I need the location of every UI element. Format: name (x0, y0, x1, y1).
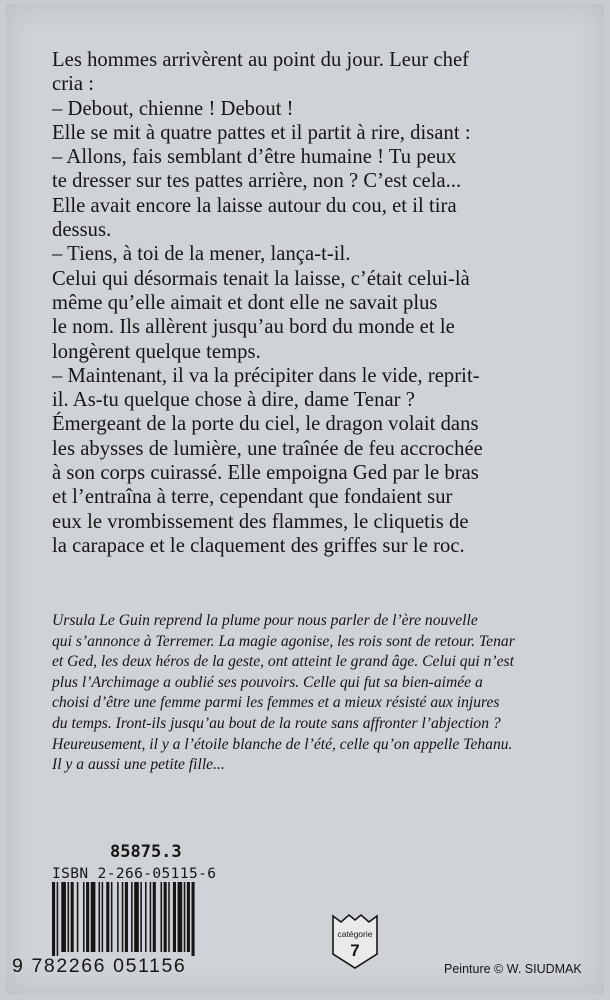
barcode-bar (161, 882, 163, 952)
excerpt-line: – Allons, fais semblant d’être humaine ! Tu peux (52, 146, 457, 169)
category-badge-icon (331, 912, 379, 970)
barcode-bar (77, 882, 79, 952)
catalog-codes (52, 842, 238, 886)
excerpt-line: et l’entraîna à terre, cependant que fondaient sur (52, 486, 453, 509)
barcode-bar (192, 882, 195, 956)
barcode-bar (134, 882, 139, 952)
excerpt-line: Elle avait encore la laisse autour du cou, et il tira (52, 194, 457, 217)
excerpt-line: Les hommes arrivèrent au point du jour. Leur chef (52, 49, 470, 71)
excerpt-line: te dresser sur tes pattes arrière, non ? C’est cela... (52, 170, 462, 193)
barcode-bar (61, 882, 66, 952)
blurb-line: Heureusement, il y a l’étoile blanche de l’été, celle qu’on appelle Tehanu. (52, 735, 513, 753)
excerpt-line: Émergeant de la porte du ciel, le dragon volait dans (52, 413, 479, 436)
barcode-bar (173, 882, 176, 952)
blurb-line: Ursula Le Guin reprend la plume pour nous parler de l’ère nouvelle (52, 612, 478, 629)
barcode-bar (145, 882, 147, 952)
excerpt-line: longèrent quelque temps. (52, 340, 261, 363)
blurb-line: et Ged, les deux héros de la geste, ont atteint le grand âge. Celui qui n’est (52, 653, 514, 671)
barcode-bar (122, 882, 124, 952)
blurb-line: Il y a aussi une petite fille... (52, 756, 225, 774)
blurb-text (52, 611, 600, 776)
barcode-bar (117, 882, 119, 952)
excerpt-line: – Tiens, à toi de la mener, lança-t-il. (52, 243, 351, 266)
excerpt-line: les abysses de lumière, une traînée de feu accrochée (52, 437, 483, 460)
excerpt-line: il. As-tu quelque chose à dire, dame Tenar ? (52, 389, 415, 412)
excerpt-line: la carapace et le claquement des griffes sur le roc. (52, 534, 465, 557)
barcode-bar (153, 882, 156, 952)
excerpt-text (52, 48, 600, 558)
excerpt-line: le nom. Ils allèrent jusqu’au bord du monde et le (52, 316, 455, 339)
blurb-line: plus l’Archimage a oublié ses pouvoirs. Celle qui fut sa bien-aimée a (52, 673, 483, 691)
book-back-cover (6, 4, 604, 994)
barcode-bar (150, 882, 152, 952)
barcode-bar (125, 882, 128, 952)
catalog-number: 85875.3 (110, 842, 182, 862)
barcode-bar (111, 882, 113, 952)
barcode-bar (68, 882, 70, 952)
barcode-bar (168, 882, 170, 952)
barcode-bar (99, 882, 101, 952)
barcode-bar (184, 882, 186, 952)
excerpt-line: Celui qui désormais tenait la laisse, c’était celui-là (52, 267, 470, 290)
blurb-line: qui s’annonce à Terremer. La magie agonise, les rois sont de retour. Tenar (52, 632, 515, 650)
barcode-bar (71, 882, 74, 952)
excerpt-line: Elle se mit à quatre pattes et il partit à rire, disant : (52, 121, 471, 144)
excerpt-line: dessus. (52, 219, 112, 242)
category-number: 7 (350, 941, 360, 960)
barcode-bar (187, 882, 190, 952)
barcode-bar (83, 882, 85, 952)
isbn-number: ISBN 2-266-05115-6 (52, 866, 217, 882)
barcode-bar (86, 882, 89, 952)
blurb-line: choisi d’être une femme parmi les femmes et a mieux résisté aux injures (52, 694, 500, 712)
ean-number: 9 782266 051156 (12, 955, 187, 977)
excerpt-line: cria : (52, 73, 95, 96)
excerpt-line: même qu’elle aimait et dont elle ne savait plus (52, 291, 438, 314)
cover-credit: Peinture © W. SIUDMAK (444, 962, 582, 976)
excerpt-line: – Debout, chienne ! Debout ! (52, 97, 294, 120)
barcode-bar (164, 882, 167, 952)
excerpt-line: eux le vrombissement des flammes, le cliquetis de (52, 510, 469, 533)
barcode-bar (102, 882, 104, 952)
barcode-bar (57, 882, 59, 956)
barcode-bar (91, 882, 96, 952)
excerpt-line: à son corps cuirassé. Elle empoigna Ged par le bras (52, 462, 479, 485)
excerpt-line: – Maintenant, il va la précipiter dans le vide, reprit- (52, 364, 480, 387)
barcode-bar (140, 882, 142, 952)
barcode-bar (178, 882, 183, 952)
category-label: catégorie (337, 929, 373, 939)
barcode-bar (106, 882, 109, 952)
blurb-line: du temps. Iront-ils jusqu’au bout de la route sans affronter l’abjection ? (52, 714, 501, 732)
barcode-bar (131, 882, 133, 952)
barcode-icon (50, 882, 242, 956)
barcode-bar (52, 882, 55, 956)
